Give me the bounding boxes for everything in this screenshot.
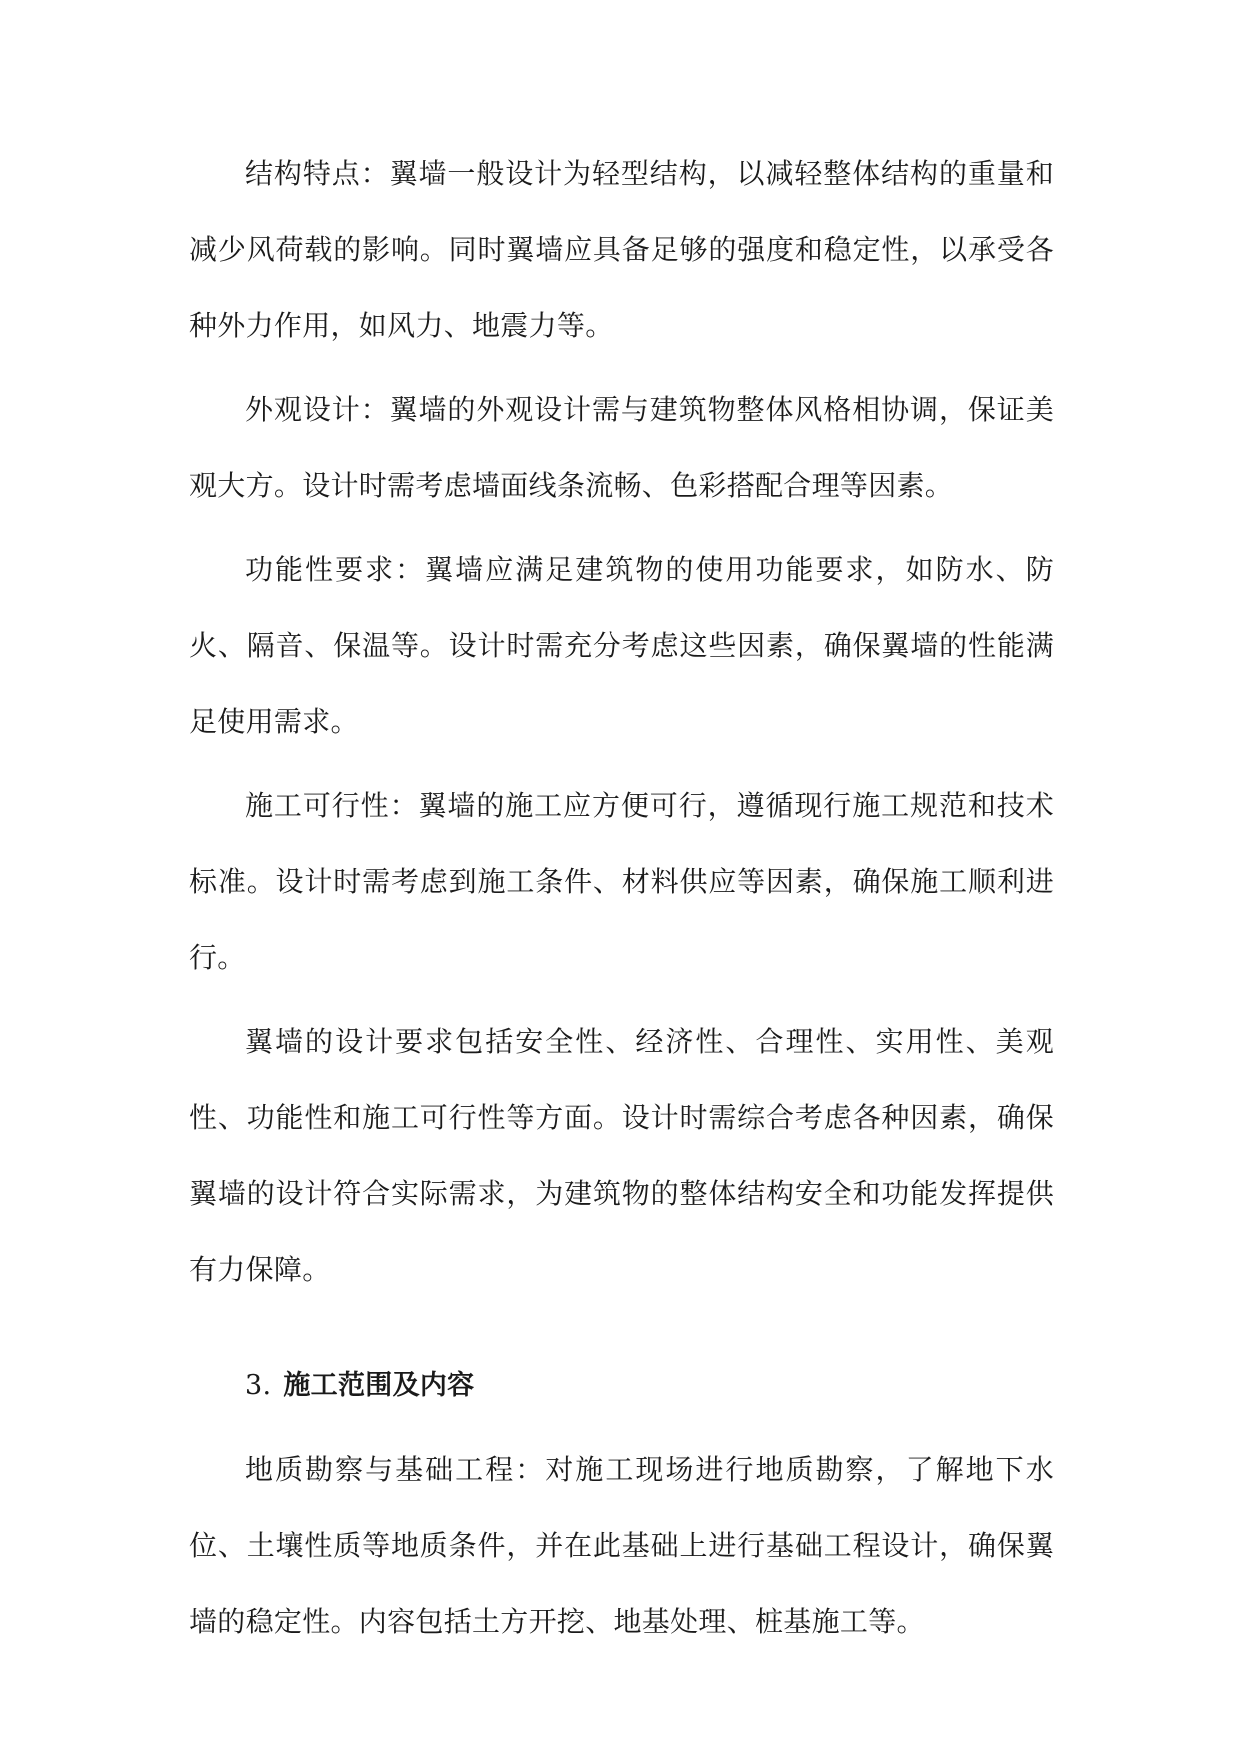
document-body [189,136,1054,1668]
paragraph-constructability: 施工可行性：翼墙的施工应方便可行，遵循现行施工规范和技术标准。设计时需考虑到施工条件、材料供应等因素，确保施工顺利进行。 [189,789,1054,974]
section-number: 3. [245,1370,272,1401]
section-title: 施工范围及内容 [283,1370,475,1401]
paragraph-structure: 结构特点：翼墙一般设计为轻型结构，以减轻整体结构的重量和减少风荷载的影响。同时翼墙应具备足够的强度和稳定性，以承受各种外力作用，如风力、地震力等。 [189,157,1054,342]
paragraph-summary: 翼墙的设计要求包括安全性、经济性、合理性、实用性、美观性、功能性和施工可行性等方面。设计时需综合考虑各种因素，确保翼墙的设计符合实际需求，为建筑物的整体结构安全和功能发挥提供有力保障。 [189,1025,1054,1286]
paragraph-appearance: 外观设计：翼墙的外观设计需与建筑物整体风格相协调，保证美观大方。设计时需考虑墙面线条流畅、色彩搭配合理等因素。 [189,393,1054,502]
paragraph-geology: 地质勘察与基础工程：对施工现场进行地质勘察，了解地下水位、土壤性质等地质条件，并在此基础上进行基础工程设计，确保翼墙的稳定性。内容包括土方开挖、地基处理、桩基施工等。 [189,1453,1054,1638]
paragraph-function: 功能性要求：翼墙应满足建筑物的使用功能要求，如防水、防火、隔音、保温等。设计时需充分考虑这些因素，确保翼墙的性能满足使用需求。 [189,553,1054,738]
section-heading [245,1348,1054,1424]
